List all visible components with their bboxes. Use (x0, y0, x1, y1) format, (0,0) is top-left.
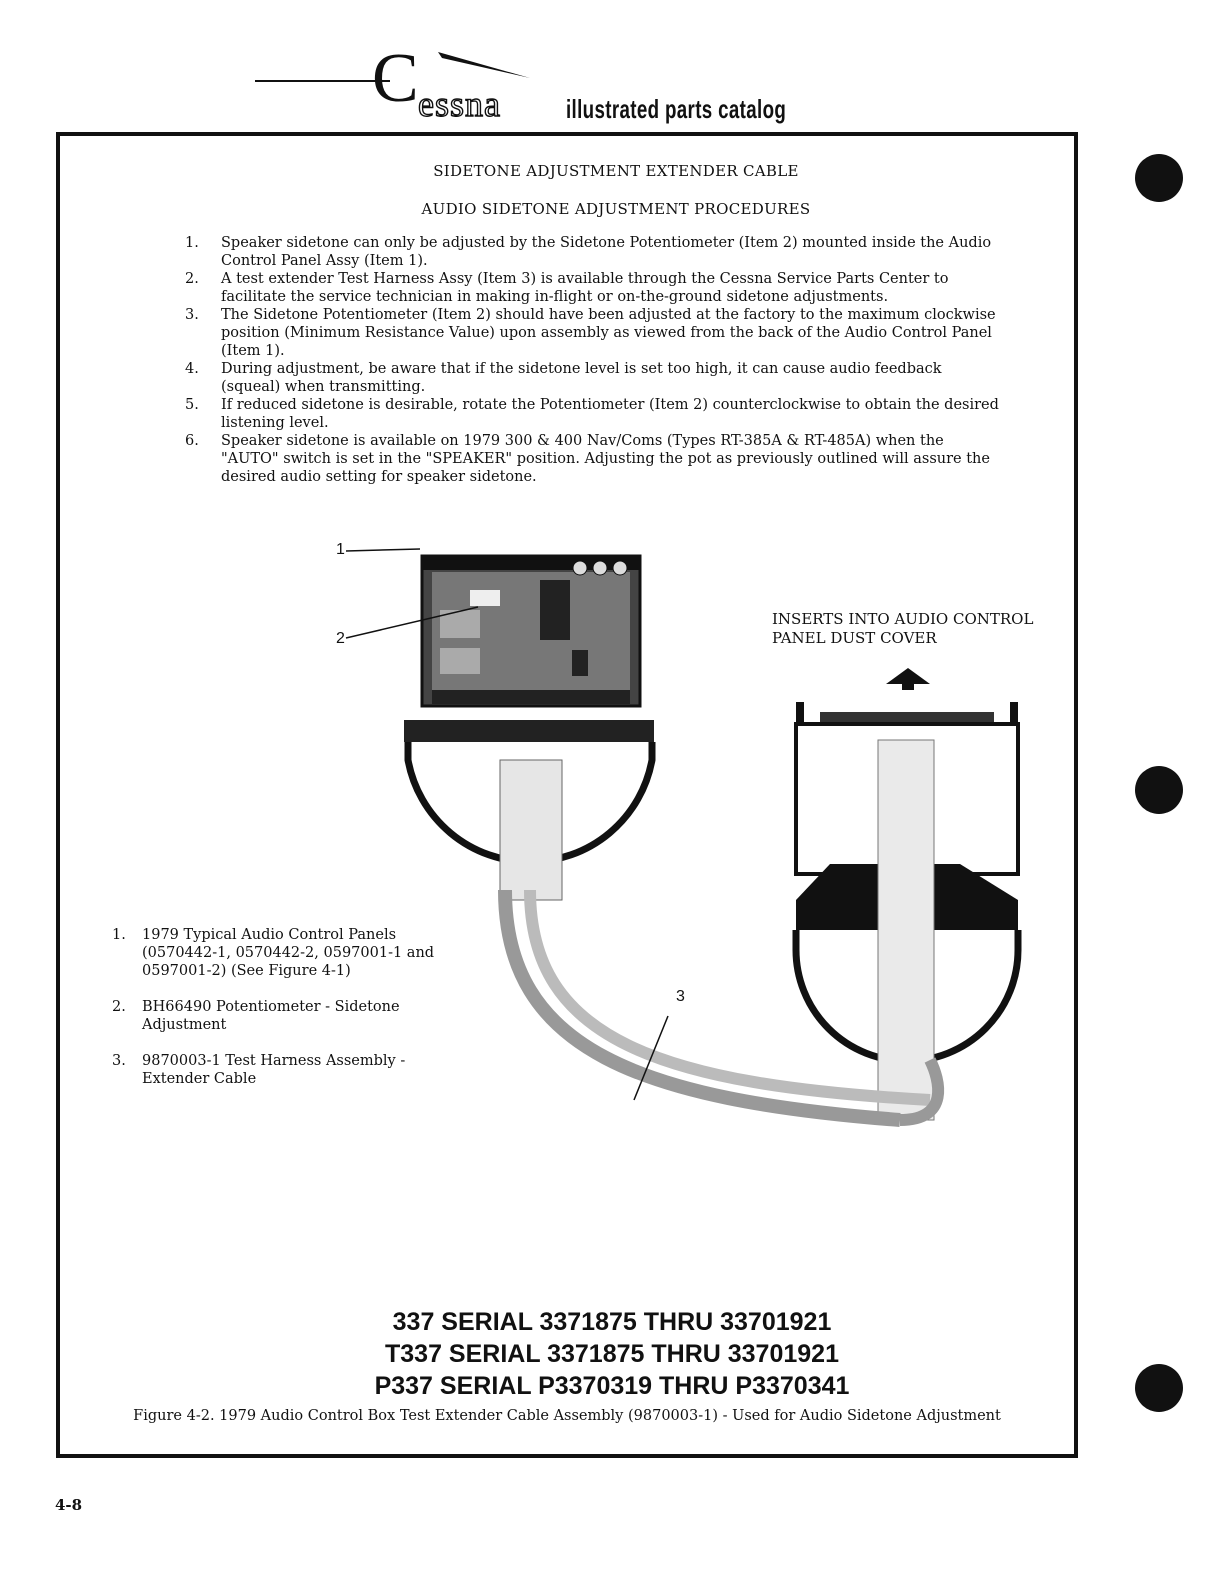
item-number: 1. (185, 235, 199, 251)
legend-number: 2. (112, 999, 126, 1015)
legend-number: 1. (112, 927, 126, 943)
legend-item (112, 1052, 452, 1088)
item-text: The Sidetone Potentiometer (Item 2) should have been adjusted at the factory to the maximum clockwise position (Minimum Resistance Value) upon assembly as viewed from the back of the Audio Control Panel (Item 1). (221, 307, 996, 359)
legend-text: 9870003-1 Test Harness Assembly - Extender Cable (142, 1053, 406, 1087)
page-title: SIDETONE ADJUSTMENT EXTENDER CABLE (433, 162, 799, 180)
item-text: Speaker sidetone can only be adjusted by the Sidetone Potentiometer (Item 2) mounted inside the Audio Control Panel Assy (Item 1). (221, 235, 992, 269)
page-number: 4-8 (55, 1496, 83, 1514)
callout-2: 2 (336, 630, 345, 647)
left-connector-drawing (404, 720, 654, 900)
item-text: Speaker sidetone is available on 1979 300 & 400 Nav/Coms (Types RT-385A & RT-485A) when the "AUTO" switch is set in the "SPEAKER" position. Adjusting the pot as previously outlined will assure the desired audio setting for speaker sidetone. (221, 433, 990, 485)
audio-control-panel-drawing (422, 556, 640, 706)
serial-line: T337 SERIAL 3371875 THRU 33701921 (385, 1340, 839, 1368)
catalog-title: illustrated parts catalog (566, 94, 787, 124)
item-text: If reduced sidetone is desirable, rotate the Potentiometer (Item 2) counterclockwise to obtain the desired listening level. (221, 397, 999, 431)
inserts-label-line-2: PANEL DUST COVER (772, 629, 937, 647)
legend-text: BH66490 Potentiometer - Sidetone Adjustment (142, 999, 400, 1033)
serial-effectivity (0, 1306, 1224, 1402)
logo-word: essna (418, 84, 501, 124)
figure-legend (112, 926, 452, 1106)
arrow-up-icon (886, 668, 930, 690)
logo-initial: C (372, 40, 419, 117)
legend-number: 3. (112, 1053, 126, 1069)
item-number: 6. (185, 433, 199, 449)
callout-1: 1 (336, 541, 345, 558)
item-number: 2. (185, 271, 199, 287)
right-connector-drawing (796, 702, 1018, 1120)
item-number: 3. (185, 307, 199, 323)
item-text: During adjustment, be aware that if the sidetone level is set too high, it can cause audio feedback (squeal) when transmitting. (221, 361, 942, 395)
inserts-label-line-1: INSERTS INTO AUDIO CONTROL (772, 610, 1034, 628)
serial-line: P337 SERIAL P3370319 THRU P3370341 (374, 1372, 850, 1400)
item-number: 4. (185, 361, 199, 377)
figure-caption: Figure 4-2. 1979 Audio Control Box Test Extender Cable Assembly (9870003-1) - Used for Audio Sidetone Adjustment (133, 1408, 1001, 1424)
item-number: 5. (185, 397, 199, 413)
section-title: AUDIO SIDETONE ADJUSTMENT PROCEDURES (421, 200, 811, 218)
legend-text: 1979 Typical Audio Control Panels (0570442-1, 0570442-2, 0597001-1 and 0597001-2) (See Figure 4-1) (142, 927, 435, 979)
inserts-label (772, 610, 1033, 648)
callout-3: 3 (676, 988, 685, 1005)
item-text: A test extender Test Harness Assy (Item 3) is available through the Cessna Service Parts Center to facilitate the service technician in making in-flight or on-the-ground sidetone adjustments. (221, 271, 949, 305)
legend-item (112, 998, 452, 1034)
serial-line: 337 SERIAL 3371875 THRU 33701921 (392, 1308, 832, 1336)
legend-item (112, 926, 452, 980)
